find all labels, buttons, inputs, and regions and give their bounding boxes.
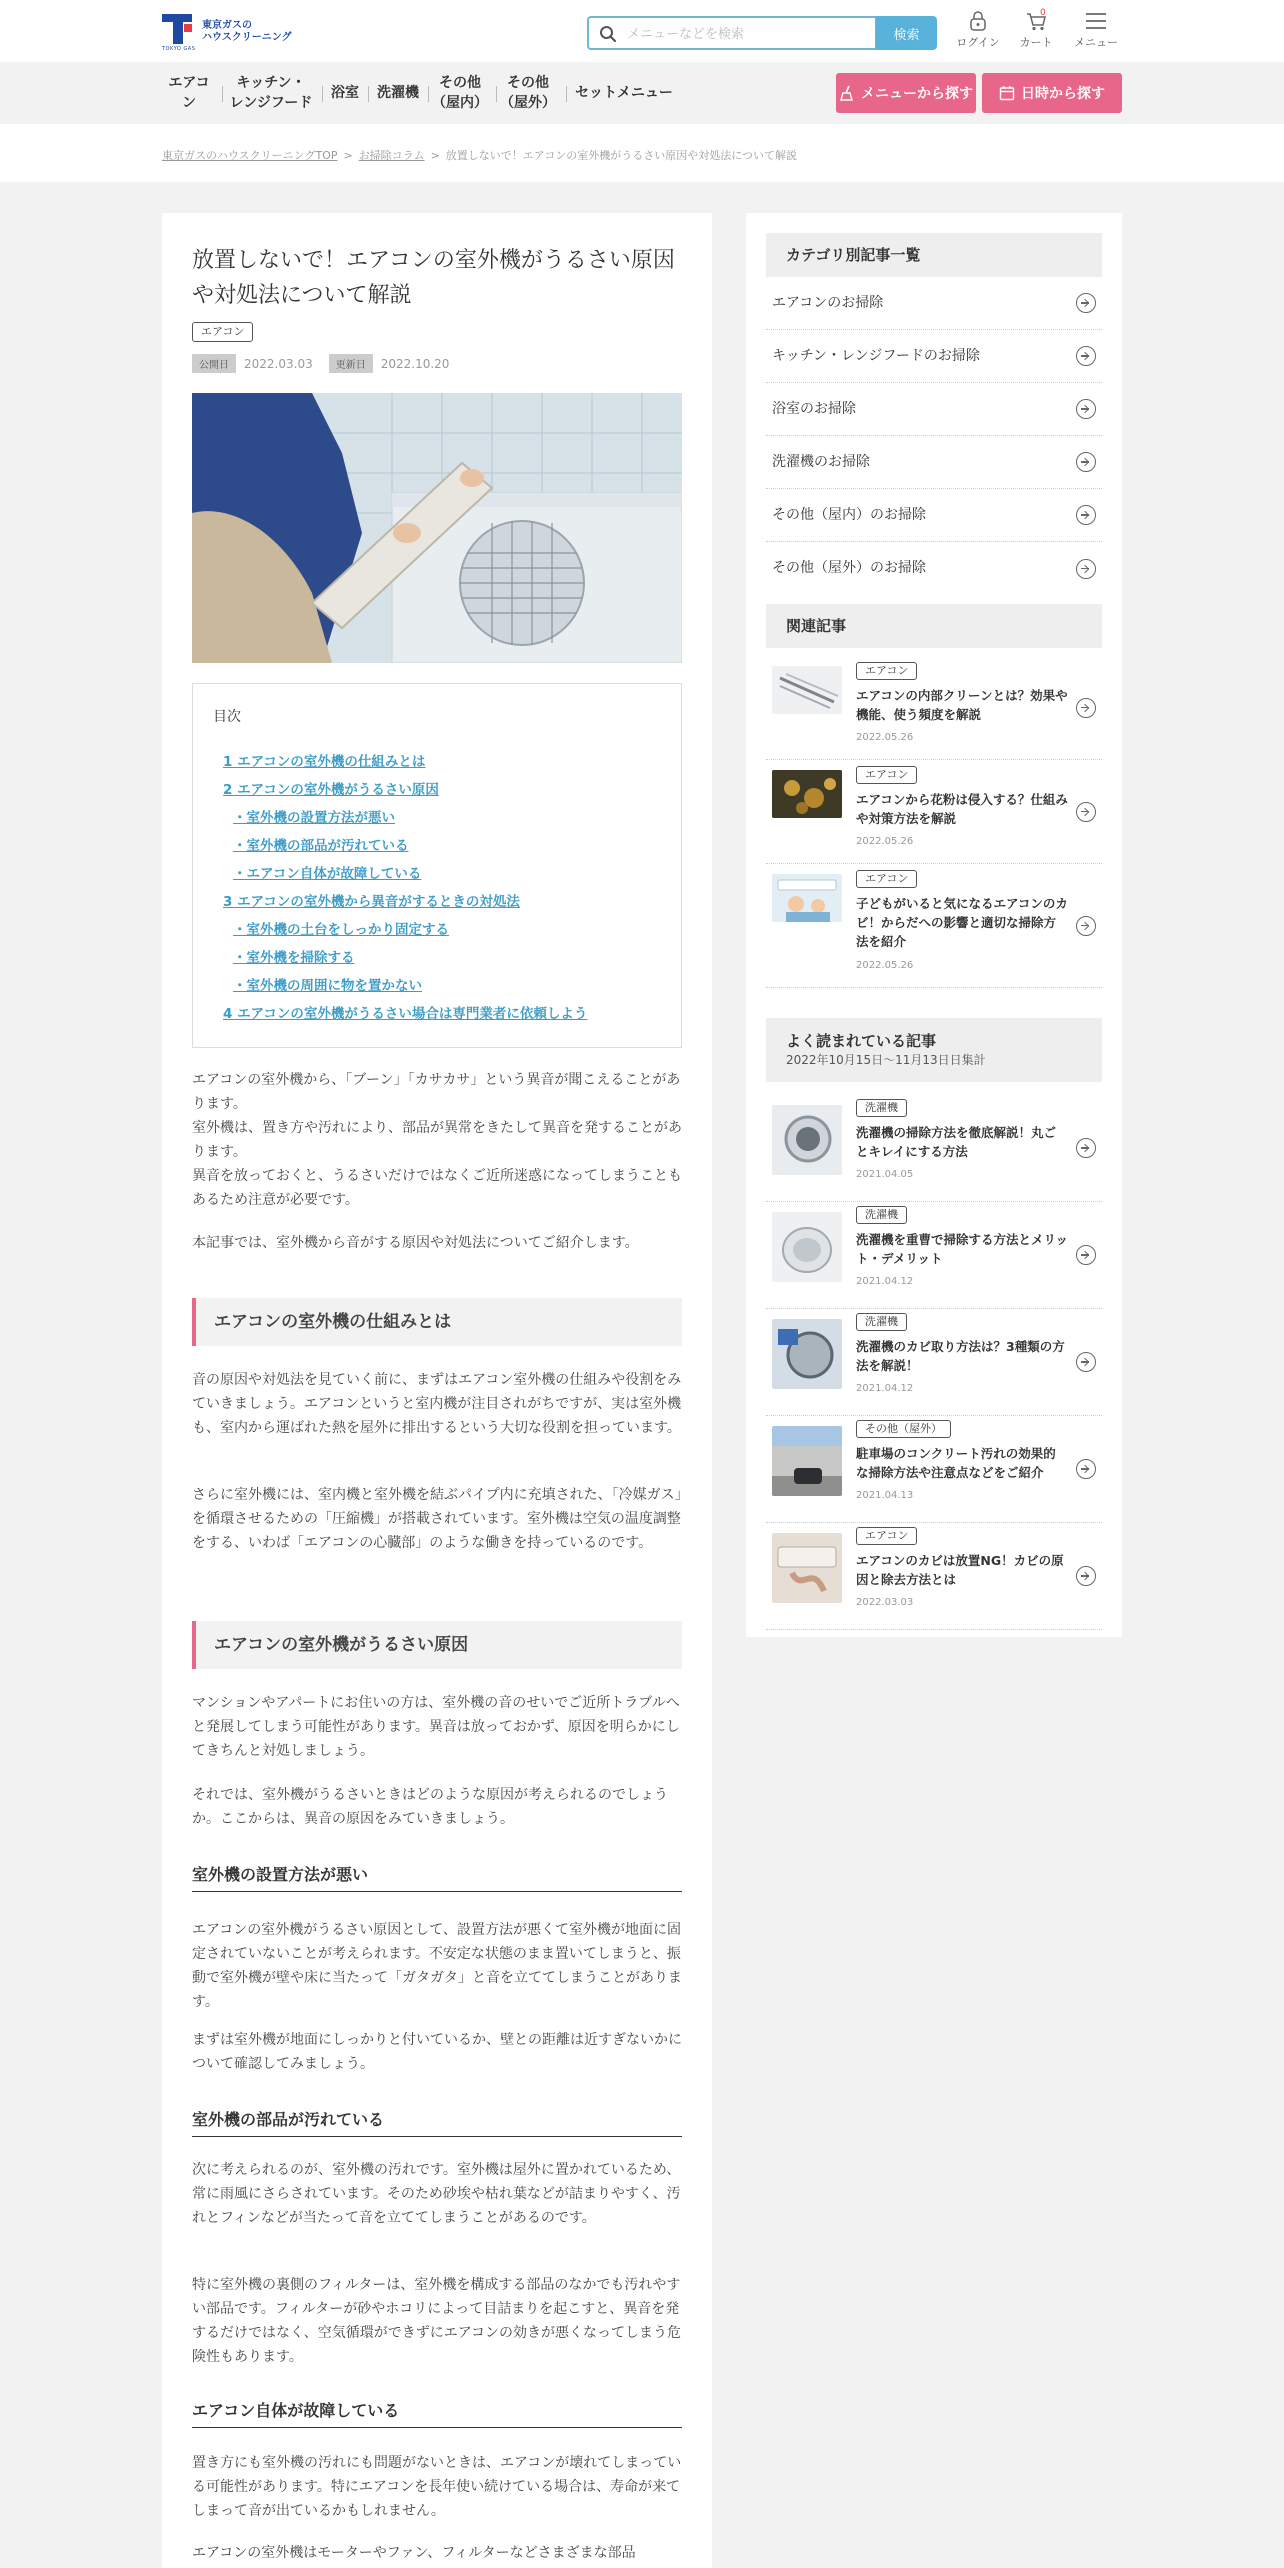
- article-tag: エアコン: [856, 1527, 917, 1545]
- article-title: エアコンの内部クリーンとは？効果や機能、使う頻度を解説: [856, 688, 1068, 722]
- body-paragraph: それでは、室外機がうるさいときはどのような原因が考えられるのでしょうか。ここからは、異音の原因をみていきましょう。: [192, 1787, 668, 1827]
- sidebar-category-other-outdoor[interactable]: その他（屋外）のお掃除: [766, 542, 1102, 595]
- hero-image: [192, 393, 682, 663]
- sidebar: [746, 213, 1122, 1637]
- related-articles-heading: 関連記事: [766, 604, 1102, 648]
- category-list-heading: カテゴリ別記事一覧: [766, 233, 1102, 277]
- broom-icon: [839, 85, 855, 101]
- toc-link[interactable]: ・エアコン自体が故障している: [233, 866, 422, 882]
- arrow-right-icon: [1076, 1138, 1096, 1158]
- article-tag: エアコン: [856, 766, 917, 784]
- nav-item-kitchen[interactable]: キッチン・ レンジフード: [229, 75, 313, 111]
- login-label: ログイン: [956, 36, 1000, 49]
- hamburger-menu-icon: [1084, 10, 1108, 32]
- related-article[interactable]: [766, 656, 1102, 760]
- arrow-right-icon: [1076, 1352, 1096, 1372]
- section-heading: エアコンの室外機がうるさい原因: [192, 1621, 682, 1669]
- sidebar-category-kitchen[interactable]: キッチン・レンジフードのお掃除: [766, 330, 1102, 383]
- article-date: 2021.04.12: [856, 1383, 914, 1394]
- login-button[interactable]: [950, 8, 1006, 56]
- toc-link[interactable]: ・室外機の設置方法が悪い: [233, 810, 395, 826]
- arrow-right-icon: [1076, 399, 1096, 419]
- toc-link[interactable]: 1 エアコンの室外機の仕組みとは: [223, 754, 426, 770]
- sidebar-category-aircon[interactable]: エアコンのお掃除: [766, 277, 1102, 330]
- article-thumbnail: [772, 1105, 842, 1175]
- toc-link[interactable]: ・室外機の周囲に物を置かない: [233, 978, 422, 994]
- article-date: 2021.04.12: [856, 1276, 914, 1287]
- logo-text: 東京ガスの ハウスクリーニング: [202, 20, 292, 43]
- related-article[interactable]: [766, 864, 1102, 988]
- arrow-right-icon: [1076, 505, 1096, 525]
- nav-item-aircon[interactable]: エアコン: [168, 75, 210, 111]
- body-paragraph: まずは室外機が地面にしっかりと付いているか、壁との距離は近すぎないかについて確認してみましょう。: [192, 2032, 682, 2072]
- breadcrumb-current: 放置しないで！エアコンの室外機がうるさい原因や対処法について解説: [445, 149, 798, 162]
- article-tag: 洗濯機: [856, 1313, 907, 1331]
- nav-item-other-indoor[interactable]: その他 （屋内）: [432, 75, 488, 111]
- article-thumbnail: [772, 1212, 842, 1282]
- menu-search-button[interactable]: メニューから探す: [836, 73, 976, 113]
- arrow-right-icon: [1076, 1566, 1096, 1586]
- article-title: 放置しないで！エアコンの室外機がうるさい原因や対処法について解説: [192, 248, 675, 308]
- category-nav: [0, 62, 1284, 124]
- popular-article[interactable]: [766, 1095, 1102, 1202]
- intro-paragraph: エアコンの室外機から、「ブーン」「カサカサ」という異音が聞こえることがあります。 室外機は、置き方や汚れにより、部品が異常をきたして異音を発することがあります。 異音を放っておくと、うるさいだけではなくご近所迷惑になってしまうこともあるため注意が必要です。: [192, 1072, 682, 1208]
- breadcrumb: 東京ガスのハウスクリーニングTOP > お掃除コラム > 放置しないで！エアコンの室外機がうるさい原因や対処法について解説: [162, 149, 798, 162]
- article-title: エアコンのカビは放置NG！カビの原因と除去方法とは: [856, 1553, 1064, 1587]
- breadcrumb-home-link[interactable]: 東京ガスのハウスクリーニングTOP: [162, 149, 338, 162]
- toc-link[interactable]: ・室外機を掃除する: [233, 950, 355, 966]
- date-search-button[interactable]: 日時から探す: [982, 73, 1122, 113]
- arrow-right-icon: [1076, 559, 1096, 579]
- toc-link[interactable]: 2 エアコンの室外機がうるさい原因: [223, 782, 439, 798]
- body-paragraph: さらに室外機には、室内機と室外機を結ぶパイプ内に充填された、「冷媒ガス」を循環させるための「圧縮機」が搭載されています。室外機は空気の温度調整をする、いわば「エアコンの心臓部」のような働きを持っているのです。: [192, 1487, 682, 1551]
- cart-button[interactable]: [1008, 8, 1064, 56]
- article-title: 子どもがいると気になるエアコンのカビ！からだへの影響と適切な掃除方法を紹介: [856, 896, 1068, 949]
- sidebar-category-bathroom[interactable]: 浴室のお掃除: [766, 383, 1102, 436]
- article-tag: その他（屋外）: [856, 1420, 951, 1438]
- lock-icon: [968, 10, 988, 32]
- article-tag: エアコン: [856, 870, 917, 888]
- article-title: エアコンから花粉は侵入する？仕組みや対策方法を解説: [856, 792, 1068, 826]
- article-tag: 洗濯機: [856, 1099, 907, 1117]
- sidebar-category-washer[interactable]: 洗濯機のお掃除: [766, 436, 1102, 489]
- updated-label: 更新日: [329, 354, 373, 373]
- article-category-tag[interactable]: エアコン: [192, 322, 253, 342]
- article-tag: エアコン: [856, 662, 917, 680]
- body-paragraph: 次に考えられるのが、室外機の汚れです。室外機は屋外に置かれているため、常に雨風にさらされています。そのため砂埃や枯れ葉などが詰まりやすく、汚れとフィンなどが当たって音を立ててしまうことがあるのです。: [192, 2162, 681, 2226]
- article-title: 洗濯機を重曹で掃除する方法とメリット・デメリット: [856, 1232, 1069, 1266]
- article-date: 2022.05.26: [856, 960, 914, 971]
- toc-link[interactable]: ・室外機の部品が汚れている: [233, 838, 409, 854]
- search-icon: [599, 25, 617, 43]
- toc-title: 目次: [213, 709, 241, 725]
- article-date: 2022.05.26: [856, 836, 914, 847]
- popular-article[interactable]: [766, 1202, 1102, 1309]
- nav-item-washer[interactable]: 洗濯機: [377, 85, 419, 101]
- article-thumbnail: [772, 874, 842, 922]
- article-tag: 洗濯機: [856, 1206, 907, 1224]
- cart-count-badge: 0: [1040, 8, 1046, 18]
- arrow-right-icon: [1076, 1459, 1096, 1479]
- article-thumbnail: [772, 666, 842, 714]
- toc-link[interactable]: 3 エアコンの室外機から異音がするときの対処法: [223, 894, 520, 910]
- sidebar-category-other-indoor[interactable]: その他（屋内）のお掃除: [766, 489, 1102, 542]
- popular-article[interactable]: [766, 1309, 1102, 1416]
- article-dates: [192, 354, 465, 373]
- menu-button[interactable]: [1068, 8, 1124, 56]
- search-button[interactable]: 検索: [876, 16, 937, 50]
- search-field: [587, 16, 877, 50]
- body-paragraph: 特に室外機の裏側のフィルターは、室外機を構成する部品のなかでも汚れやすい部品です。フィルターが砂やホコリによって目詰まりを起こすと、異音を発するだけではなく、空気循環ができずにエアコンの効きが悪くなってしまう危険性もあります。: [192, 2277, 682, 2365]
- popular-articles-heading: よく読まれている記事: [766, 1018, 1102, 1082]
- article-title: 洗濯機の掃除方法を徹底解説！丸ごとキレイにする方法: [856, 1125, 1057, 1159]
- site-header: [0, 0, 1284, 62]
- article-title: 洗濯機のカビ取り方法は？3種類の方法を解説！: [856, 1339, 1065, 1373]
- popular-article[interactable]: [766, 1523, 1102, 1630]
- breadcrumb-column-link[interactable]: お掃除コラム: [358, 149, 425, 162]
- article-date: 2022.05.26: [856, 732, 914, 743]
- cart-label: カート: [1019, 36, 1053, 49]
- article-thumbnail: [772, 770, 842, 818]
- body-paragraph: 音の原因や対処法を見ていく前に、まずはエアコン室外機の仕組みや役割をみていきましょう。エアコンというと室内機が注目されがちですが、実は室外機も、室内から運ばれた熱を屋外に排出するという大切な役割を担っています。: [192, 1372, 682, 1436]
- article: [162, 213, 712, 2568]
- body-paragraph: エアコンの室外機はモーターやファン、フィルターなどさまざまな部品: [192, 2545, 636, 2561]
- arrow-right-icon: [1076, 452, 1096, 472]
- published-label: 公開日: [192, 354, 236, 373]
- arrow-right-icon: [1076, 802, 1096, 822]
- nav-item-other-outdoor[interactable]: その他 （屋外）: [500, 75, 556, 111]
- subsection-heading: 室外機の設置方法が悪い: [192, 1862, 682, 1892]
- arrow-right-icon: [1076, 1245, 1096, 1265]
- article-date: 2021.04.13: [856, 1490, 914, 1501]
- table-of-contents: [192, 683, 682, 1048]
- body-paragraph: マンションやアパートにお住いの方は、室外機の音のせいでご近所トラブルへと発展してしまう可能性があります。異音は放っておかず、原因を明らかにしてきちんと対処しましょう。: [192, 1695, 680, 1759]
- intro-summary: 本記事では、室外機から音がする原因や対処法についてご紹介します。: [192, 1235, 639, 1251]
- arrow-right-icon: [1076, 293, 1096, 313]
- body-paragraph: 置き方にも室外機の汚れにも問題がないときは、エアコンが壊れてしまっている可能性があります。特にエアコンを長年使い続けている場合は、寿命が来てしまって音が出ているかもしれません。: [192, 2455, 682, 2519]
- search-form: [587, 16, 937, 50]
- updated-date: 2022.10.20: [380, 356, 450, 371]
- search-input[interactable]: [627, 24, 867, 44]
- arrow-right-icon: [1076, 698, 1096, 718]
- body-paragraph: エアコンの室外機がうるさい原因として、設置方法が悪くて室外機が地面に固定されていないことが考えられます。不安定な状態のまま置いてしまうと、振動で室外機が壁や床に当たって「ガタガタ」と音を立ててしまうことがあります。: [192, 1922, 682, 2010]
- related-article[interactable]: [766, 760, 1102, 864]
- article-date: 2021.04.05: [856, 1169, 914, 1180]
- article-thumbnail: [772, 1533, 842, 1603]
- toc-link[interactable]: 4 エアコンの室外機がうるさい場合は専門業者に依頼しよう: [223, 1006, 588, 1022]
- logo-sub-text: TOKYO GAS: [162, 46, 196, 52]
- subsection-heading: エアコン自体が故障している: [192, 2398, 682, 2428]
- site-logo[interactable]: [162, 14, 312, 52]
- menu-label: メニュー: [1074, 36, 1118, 49]
- published-date: 2022.03.03: [244, 356, 313, 371]
- tokyo-gas-logo-icon: [162, 14, 192, 44]
- popular-article[interactable]: [766, 1416, 1102, 1523]
- article-thumbnail: [772, 1426, 842, 1496]
- arrow-right-icon: [1076, 916, 1096, 936]
- section-heading: エアコンの室外機の仕組みとは: [192, 1298, 682, 1346]
- nav-item-set-menu[interactable]: セットメニュー: [575, 85, 673, 101]
- arrow-right-icon: [1076, 346, 1096, 366]
- article-date: 2022.03.03: [856, 1597, 914, 1608]
- nav-item-bathroom[interactable]: 浴室: [331, 85, 359, 101]
- toc-link[interactable]: ・室外機の土台をしっかり固定する: [233, 922, 449, 938]
- popular-period: 2022年10月15日～11月13日日集計: [786, 1053, 986, 1067]
- article-thumbnail: [772, 1319, 842, 1389]
- subsection-heading: 室外機の部品が汚れている: [192, 2107, 682, 2137]
- breadcrumb-bar: [0, 124, 1284, 182]
- calendar-icon: [999, 85, 1015, 101]
- article-title: 駐車場のコンクリート汚れの効果的な掃除方法や注意点などをご紹介: [856, 1446, 1056, 1480]
